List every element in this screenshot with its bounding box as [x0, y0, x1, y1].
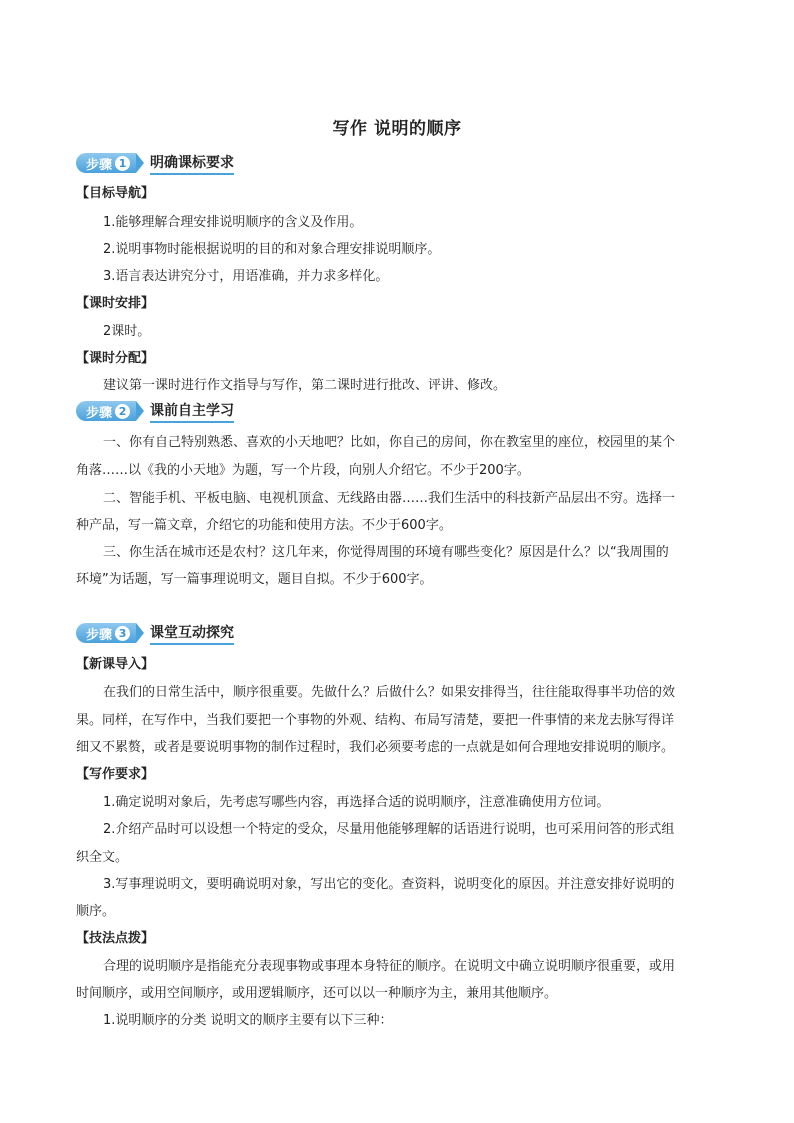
prestudy-line: 种产品，写一篇文章，介绍它的功能和使用方法。不少于600字。: [76, 518, 452, 533]
step-badge: 步骤 1: [76, 153, 136, 173]
requirement-line: 1.确定说明对象后，先考虑写哪些内容，再选择合适的说明顺序，注意准确使用方位词。: [103, 795, 610, 810]
step-badge: 步骤 3: [76, 623, 136, 643]
tips-line: 时间顺序，或用空间顺序，或用逻辑顺序，还可以以一种顺序为主，兼用其他顺序。: [76, 986, 558, 1001]
tips-heading: 【技法点拨】: [76, 931, 155, 946]
step1-header: [76, 152, 234, 174]
goal-item: 3.语言表达讲究分寸，用语准确，并力求多样化。: [103, 269, 389, 284]
requirement-line: 顺序。: [76, 904, 116, 919]
intro-heading: 【新课导入】: [76, 657, 155, 672]
step-badge: 步骤 2: [76, 401, 136, 421]
tips-subheading: 1.说明顺序的分类 说明文的顺序主要有以下三种：: [103, 1013, 393, 1028]
allocation-heading: 【课时分配】: [76, 351, 155, 366]
step1-label: 明确课标要求: [150, 152, 234, 175]
prestudy-line: 角落……以《我的小天地》为题，写一个片段，向别人介绍它。不少于200字。: [76, 463, 530, 478]
schedule-heading: 【课时安排】: [76, 296, 155, 311]
intro-line: 在我们的日常生活中，顺序很重要。先做什么？后做什么？如果安排得当，往往能取得事半功倍的效: [103, 685, 676, 700]
goal-item: 1.能够理解合理安排说明顺序的含义及作用。: [103, 215, 363, 230]
prestudy-line: 一、你有自己特别熟悉、喜欢的小天地吧？比如，你自己的房间，你在教室里的座位，校园里的某个: [103, 435, 676, 450]
schedule-text: 2课时。: [103, 324, 151, 339]
requirements-heading: 【写作要求】: [76, 767, 155, 782]
goal-item: 2.说明事物时能根据说明的目的和对象合理安排说明顺序。: [103, 242, 441, 257]
requirement-line: 2.介绍产品时可以设想一个特定的受众，尽量用他能够理解的话语进行说明，也可采用问答的形式组: [103, 822, 675, 837]
requirement-line: 织全文。: [76, 850, 129, 865]
prestudy-line: 二、智能手机、平板电脑、电视机顶盒、无线路由器……我们生活中的科技新产品层出不穷。选择一: [103, 491, 676, 506]
prestudy-line: 环境”为话题，写一篇事理说明文，题目自拟。不少于600字。: [76, 572, 433, 587]
allocation-text: 建议第一课时进行作文指导与写作，第二课时进行批改、评讲、修改。: [103, 378, 507, 393]
step2-header: [76, 400, 234, 422]
page-title: 写作 说明的顺序: [332, 119, 462, 139]
intro-line: 果。同样，在写作中，当我们要把一个事物的外观、结构、布局写清楚，要把一件事情的来龙去脉写得详: [76, 713, 675, 728]
step3-label: 课堂互动探究: [150, 622, 234, 645]
intro-line: 细又不累赘，或者是要说明事物的制作过程时，我们必须要考虑的一点就是如何合理地安排说明的顺序。: [76, 740, 675, 755]
requirement-line: 3.写事理说明文，要明确说明对象，写出它的变化。查资料，说明变化的原因。并注意安排好说明的: [103, 877, 675, 892]
tips-line: 合理的说明顺序是指能充分表现事物或事理本身特征的顺序。在说明文中确立说明顺序很重要，或用: [103, 959, 676, 974]
goals-heading: 【目标导航】: [76, 186, 155, 201]
step2-label: 课前自主学习: [150, 400, 234, 423]
step3-header: [76, 622, 234, 644]
prestudy-line: 三、你生活在城市还是农村？这几年来，你觉得周围的环境有哪些变化？原因是什么？以“我周围的: [103, 545, 669, 560]
